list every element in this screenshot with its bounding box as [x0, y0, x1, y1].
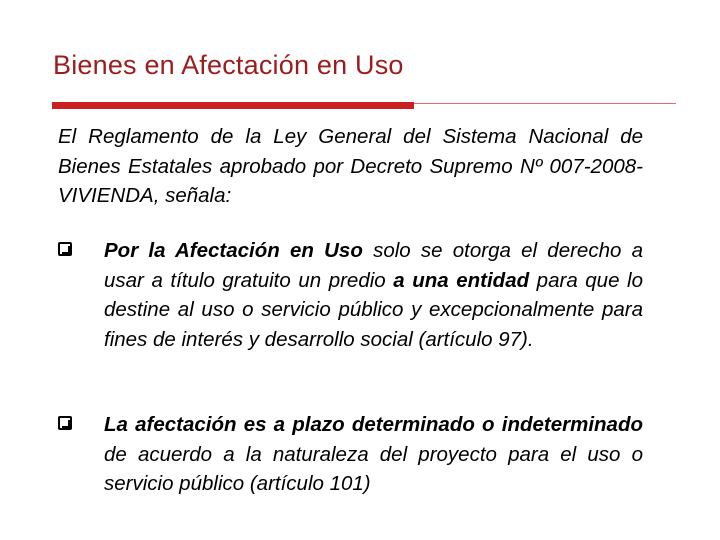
bullet-1-text-a: solo se otorga el derecho a usar a título gratuito un predio	[104, 239, 644, 292]
checkbox-icon	[58, 416, 72, 430]
bullet-2-text-a: de acuerdo a la naturaleza del proyecto para el uso o servicio público (artículo 101)	[104, 442, 643, 495]
slide-title: Bienes en Afectación en Uso	[53, 50, 404, 80]
title-underline-thick	[52, 102, 414, 109]
bullet-text-2	[104, 410, 643, 499]
bullet-item-2	[58, 410, 643, 499]
intro-paragraph: El Reglamento de la Ley General del Sistema Nacional de Bienes Estatales aprobado por Decreto Supremo Nº 007-2008-VIVIENDA, señala:	[58, 125, 643, 207]
bullet-1-bold-b: a una entidad	[393, 268, 530, 292]
bullet-1-bold-a: Por la Afectación en Uso	[104, 239, 363, 262]
title-underline-thin	[414, 103, 676, 104]
bullet-1-text-b: para que lo destine al uso o servicio público y excepcionalmente para fines de interés y desarrollo social (artículo 97).	[104, 268, 643, 351]
bullet-text-1	[104, 236, 643, 354]
checkbox-icon	[58, 242, 72, 256]
bullet-2-bold-a: La afectación es a plazo determinado o indeterminado	[104, 413, 643, 436]
bullet-item-1	[58, 236, 643, 354]
